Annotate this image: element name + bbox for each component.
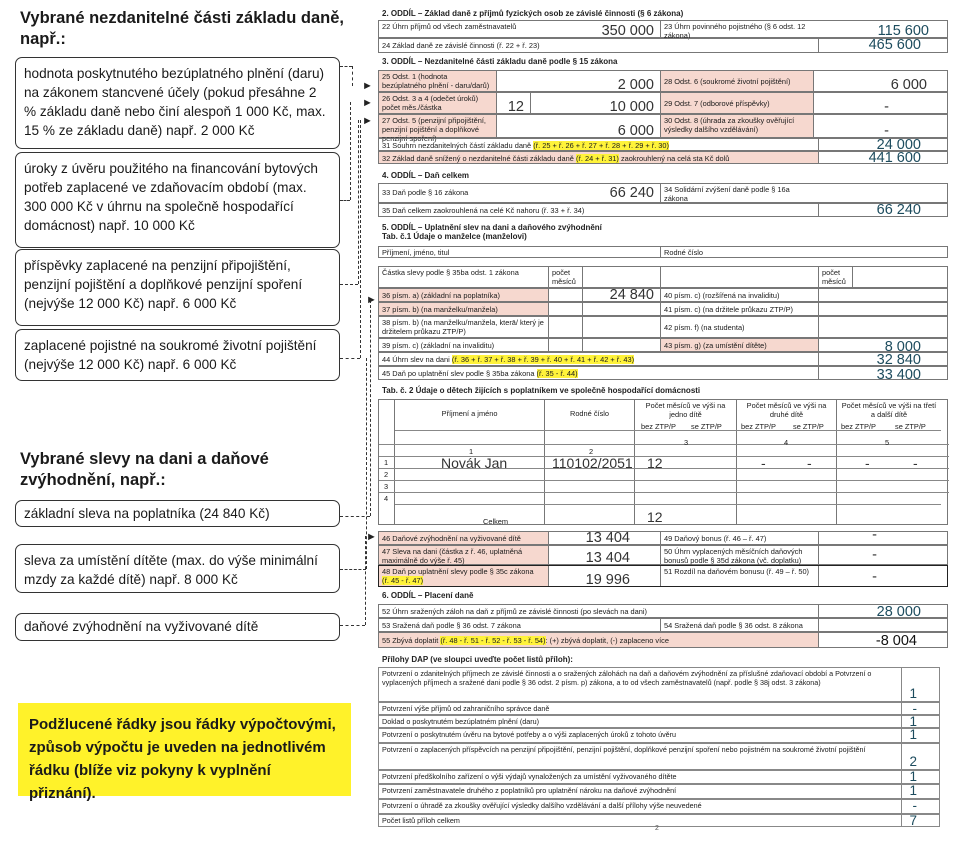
label-47: 47 Sleva na dani (částka z ř. 46, uplatněná maximálně do výše ř. 45)	[379, 546, 549, 564]
row-32	[378, 151, 948, 164]
value-50[interactable]: -	[872, 547, 877, 563]
col-months-2: počet měsíců	[819, 267, 853, 287]
spouse-name-field[interactable]: Příjmení, jméno, titul	[379, 247, 661, 257]
formula-44: (ř. 36 + ř. 37 + ř. 38 + ř. 39 + ř. 40 + ř. 41 + ř. 42 + ř. 43)	[451, 355, 635, 364]
row-26-29	[378, 92, 948, 114]
row-45	[378, 366, 948, 383]
attachment-label: Potvrzení o poskytnutém úvěru na bytové potřeby a o výši zaplacených úroků z tohoto úvěru	[382, 730, 677, 739]
attachment-count-cell	[901, 744, 902, 769]
attachment-count-cell	[901, 703, 902, 714]
col-number: 1	[469, 447, 474, 456]
attachment-row	[378, 799, 940, 814]
label-42: 42 písm. f) (na studenta)	[661, 317, 819, 337]
value-44[interactable]: 32 840	[876, 352, 921, 368]
connector	[350, 102, 351, 200]
label-22: 22 Úhrn příjmů od všech zaměstnavatelů	[382, 22, 517, 31]
row-31	[378, 138, 948, 151]
value-27[interactable]: 6 000	[617, 123, 654, 139]
row-27-30	[378, 114, 948, 143]
attachment-count-cell	[901, 815, 902, 826]
note-gift: hodnota poskytnutého bezúplatného plnění (daru) na zákonem stancvené účely (pokud přesáhne 2 % základu daně nebo činí alespoň 1 000 Kč, max. 15 % ze základu daně) např. 2 000 Kč	[15, 57, 340, 149]
credits-header	[378, 266, 948, 288]
table-1-title: Tab. č.1 Údaje o manželce (manželovi)	[382, 232, 527, 241]
value-35[interactable]: 66 240	[876, 202, 921, 218]
attachment-count[interactable]: 1	[909, 686, 917, 701]
value-45[interactable]: 33 400	[876, 367, 921, 383]
section-2-title: 2. ODDÍL – Základ daně z příjmů fyzických osob ze závislé činnosti (§ 6 zákona)	[382, 9, 684, 18]
value-31[interactable]: 24 000	[876, 137, 921, 153]
col-months: počet měsíců	[549, 267, 583, 287]
connector	[370, 300, 371, 516]
label-41: 41 písm. c) (na držitele průkazu ZTP/P)	[661, 303, 819, 315]
section-6-title: 6. ODDÍL – Placení daně	[382, 591, 474, 600]
attachment-count[interactable]: -	[912, 701, 917, 716]
label-25: 25 Odst. 1 (hodnota bezúplatného plnění - daru/darů)	[379, 71, 497, 91]
value-26[interactable]: 10 000	[609, 99, 654, 115]
label-38: 38 písm. b) (na manželku/manžela, kterā/ který je držitelem průkazu ZTP/P)	[379, 317, 549, 337]
attachment-row	[378, 728, 940, 743]
label-40: 40 písm. c) (rozšířená na invaliditu)	[661, 289, 819, 301]
label-51: 51 Rozdíl na daňovém bonusu (ř. 49 – ř. 50)	[661, 566, 819, 586]
dash: -	[865, 455, 870, 471]
value-33[interactable]: 66 240	[609, 185, 654, 201]
col-child-name: Příjmení a jméno	[395, 400, 545, 524]
value-51[interactable]: -	[872, 569, 877, 585]
attachment-label: Počet listů příloh celkem	[382, 816, 460, 825]
value-47[interactable]: 13 404	[585, 550, 630, 566]
label-45: 45 Daň po uplatnění slev podle § 35ba zákona	[382, 369, 535, 378]
attachment-label: Potvrzení o zdanitelných příjmech ze závislé činnosti a o sražených zálohách na daň a daňovém zvýhodnění za příslušné zdaňovací období a Potvrzení o vyplacených příjmech a sražené dani podle § 36 odst. 2 písm. p) zákona, a to od všech zaměstnavatelů (např. podle § 38j odst. 3 zákona)	[382, 669, 872, 687]
attachment-row	[378, 667, 940, 702]
label-37: 37 písm. b) (na manželku/manžela)	[379, 303, 549, 315]
value-22[interactable]: 350 000	[601, 23, 654, 39]
formula-32: (ř. 24 + ř. 31)	[575, 154, 619, 163]
section-6	[378, 590, 948, 601]
note-mortgage-interest: úroky z úvěru použitého na financování bytových potřeb zaplacené ve zdaňovacím období (max. 300 000 Kč v úhrnu na společně hospodařící domácnost) např. 10 000 Kč	[15, 152, 340, 248]
connector	[358, 120, 359, 284]
row-53-54	[378, 618, 948, 632]
attachment-label: Doklad o poskytnutém bezúplatném plnění (daru)	[382, 717, 540, 726]
total-months-value[interactable]: 12	[647, 509, 663, 525]
label-bez: bez ZTP/P	[741, 422, 776, 431]
label-52: 52 Úhrn sražených záloh na daň z příjmů ze závislé činnosti (po slevách na dani)	[379, 605, 819, 617]
child-name-value[interactable]: Novák Jan	[441, 455, 508, 471]
attachment-label: Potvrzení zaměstnavatele druhého z poplatníků pro uplatnění nároku na daňové zvýhodnění	[382, 786, 677, 795]
spouse-row	[378, 246, 948, 258]
children-table	[378, 399, 948, 525]
value-24[interactable]: 465 600	[868, 37, 921, 53]
label-46: 46 Daňové zvýhodnění na vyživované dítě	[379, 532, 549, 544]
row-46-49	[378, 527, 948, 546]
connector	[365, 536, 366, 625]
value-52[interactable]: 28 000	[876, 604, 921, 620]
label-29: 29 Odst. 7 (odborové příspěvky)	[661, 93, 814, 113]
child-birthnumber-value[interactable]: 110102/2051	[552, 455, 633, 471]
attachment-count[interactable]: 1	[909, 727, 917, 742]
value-28[interactable]: 6 000	[890, 77, 927, 93]
row-38-42	[378, 316, 948, 338]
value-29[interactable]: -	[884, 99, 889, 115]
attachment-row	[378, 814, 940, 827]
row-number: 2	[384, 470, 389, 479]
row-47-50	[378, 545, 948, 565]
label-35: 35 Daň celkem zaokrouhlená na celé Kč nahoru (ř. 33 + ř. 34)	[379, 204, 819, 216]
attachment-count[interactable]: 1	[909, 783, 917, 798]
label-55: 55 Zbývá doplatit	[382, 636, 439, 645]
note-basic-credit: základní sleva na poplatníka (24 840 Kč)	[15, 500, 340, 527]
attachment-count-cell	[901, 729, 902, 742]
total-label: Celkem	[483, 517, 509, 526]
row-37-41	[378, 302, 948, 316]
label-se: se ZTP/P	[793, 422, 824, 431]
col-number: 2	[589, 447, 594, 456]
attachments	[378, 654, 948, 665]
row-36-40	[378, 288, 948, 302]
label-27: 27 Odst. 5 (penzijní připojištění, penzijní pojištění a doplňkové penzijní spoření)	[379, 115, 497, 137]
attachment-count-cell	[901, 716, 902, 727]
value-48[interactable]: 19 996	[585, 572, 630, 588]
dash: -	[913, 455, 918, 471]
connector	[340, 284, 358, 285]
label-50: 50 Úhrn vyplacených měsíčních daňových bonusů podle § 35d zákona (vč. doplatku)	[661, 546, 819, 564]
dash: -	[761, 455, 766, 471]
label-26: 26 Odst. 3 a 4 (odečet úroků) počet měs./částka	[379, 93, 497, 113]
section-4-title: 4. ODDÍL – Daň celkem	[382, 171, 469, 180]
label-36: 36 písm. a) (základní na poplatníka)	[379, 289, 549, 301]
label-32-rounding: zaokrouhlený na celá sta Kč dolů	[620, 154, 730, 163]
label-39: 39 písm. c) (základní na invaliditu)	[379, 339, 549, 351]
attachments-title: Přílohy DAP (ve sloupci uveďte počet listů příloh):	[382, 655, 573, 664]
row-24	[378, 38, 948, 53]
table-2-title: Tab. č. 2 Údaje o dětech žijících s poplatníkem ve společně hospodařící domácnosti	[382, 386, 701, 395]
attachment-count[interactable]: -	[912, 798, 917, 813]
dash: -	[807, 455, 812, 471]
value-32[interactable]: 441 600	[868, 150, 921, 166]
label-53: 53 Sražená daň podle § 36 odst. 7 zákona	[379, 619, 661, 631]
label-23: 23 Úhrn povinného pojistného (§ 6 odst. 12 zákona)	[664, 22, 806, 40]
col-number: 4	[784, 438, 789, 447]
attachment-count-cell	[901, 668, 902, 701]
attachment-count[interactable]: 7	[909, 813, 917, 828]
row-44	[378, 352, 948, 366]
months-26[interactable]: 12	[507, 99, 524, 115]
attachment-row	[378, 715, 940, 728]
connector	[352, 66, 353, 86]
arrow-right-icon: ►	[362, 115, 373, 127]
attachment-label: Potvrzení o zaplacených příspěvcích na penzijní připojištění, penzijní pojištění, doplňkové penzijní spoření nebo pojistném na soukromé životní pojištění	[382, 745, 866, 754]
connector	[340, 358, 360, 359]
attachment-count[interactable]: 1	[909, 769, 917, 784]
value-55[interactable]: -8 004	[875, 633, 917, 649]
col-months-second: Počet měsíců ve výši na druhé dítě	[737, 400, 837, 524]
col-credit-amount: Částka slevy podle § 35ba odst. 1 zákona	[379, 267, 549, 287]
section-3-title: 3. ODDÍL – Nezdanitelné části základu daně podle § 15 zákona	[382, 57, 618, 66]
note-life-insurance: zaplacené pojistné na soukromé životní pojištění (nejvýše 12 000 Kč) např. 6 000 Kč	[15, 329, 340, 381]
value-23[interactable]: 115 600	[877, 23, 929, 39]
col-child-birthnumber: Rodné číslo	[545, 400, 635, 524]
page-number: 2	[655, 825, 659, 832]
formula-55: (ř. 48 - ř. 51 - ř. 52 - ř. 53 - ř. 54)	[440, 636, 546, 645]
section-5	[378, 222, 948, 242]
section-3	[378, 56, 948, 67]
col-months-third: Počet měsíců ve výši na třetí a další dítě	[841, 401, 937, 419]
col-number: 3	[684, 438, 689, 447]
row-35	[378, 203, 948, 217]
label-33: 33 Daň podle § 16 zákona	[382, 188, 469, 197]
connector	[340, 569, 366, 570]
col-months-first: Počet měsíců ve výši na jedno dítě	[635, 400, 737, 524]
label-24: 24 Základ daně ze závislé činnosti (ř. 22 + ř. 23)	[379, 39, 819, 52]
note-child-placement: sleva za umístění dítěte (max. do výše minimální mzdy za každé dítě) např. 8 000 Kč	[15, 544, 340, 593]
heading-tax-credits: Vybrané slevy na dani a daňové zvýhodnění, např.:	[20, 450, 269, 489]
label-bez: bez ZTP/P	[641, 422, 676, 431]
attachment-label: Potvrzení o úhradě za zkoušky ověřující výsledky dalšího vzdělávání a další přílohy výše neuvedené	[382, 801, 702, 810]
attachment-count-cell	[901, 800, 902, 813]
label-30: 30 Odst. 8 (úhrada za zkoušky ověřující výsledky dalšího vzdělávání)	[661, 115, 814, 137]
row-48-51	[378, 565, 948, 587]
attachment-row	[378, 770, 940, 784]
label-32: 32 Základ daně snížený o nezdanitelné části základu daně	[382, 154, 574, 163]
label-44: 44 Úhrn slev na dani	[382, 355, 450, 364]
col-number: 5	[885, 438, 890, 447]
row-number: 1	[384, 458, 389, 467]
explanation-column	[0, 0, 377, 849]
row-52	[378, 604, 948, 618]
child-months-value[interactable]: 12	[647, 455, 663, 471]
value-46[interactable]: 13 404	[585, 530, 630, 546]
table-2	[378, 385, 948, 396]
row-39-43	[378, 338, 948, 355]
connector	[340, 66, 352, 67]
attachment-count[interactable]: 1	[909, 714, 917, 729]
formula-31: (ř. 25 + ř. 26 + ř. 27 + ř. 28 + ř. 29 + ř. 30)	[533, 141, 669, 150]
section-4	[378, 170, 948, 181]
attachment-count-cell	[901, 785, 902, 798]
value-30[interactable]: -	[884, 123, 889, 139]
attachment-row	[378, 702, 940, 715]
label-bez: bez ZTP/P	[841, 422, 876, 431]
note-pension: příspěvky zaplacené na penzijní připojištění, penzijní pojištění a doplňkové penzijní spoření (nejvýše 12 000 Kč) např. 6 000 Kč	[15, 249, 340, 326]
row-number: 3	[384, 482, 389, 491]
label-43: 43 písm. g) (za umístění dítěte)	[661, 339, 819, 351]
label-54: 54 Sražená daň podle § 36 odst. 8 zákona	[661, 619, 819, 631]
row-number: 4	[384, 494, 389, 503]
attachment-row	[378, 743, 940, 770]
value-43[interactable]: 8 000	[884, 339, 921, 355]
attachment-row	[378, 784, 940, 799]
row-25-28	[378, 70, 948, 92]
section-2	[378, 8, 948, 19]
attachment-count-cell	[901, 771, 902, 783]
label-se: se ZTP/P	[895, 422, 926, 431]
arrow-right-icon: ►	[362, 80, 373, 92]
connector	[340, 200, 350, 201]
arrow-right-icon: ►	[366, 294, 377, 306]
section-5-title: 5. ODDÍL – Uplatnění slev na dani a daňového zvýhodnění	[382, 223, 602, 232]
connector	[360, 120, 361, 358]
attachment-label: Potvrzení výše příjmů od zahraničního správce daně	[382, 704, 550, 713]
arrow-right-icon: ►	[362, 97, 373, 109]
label-31: 31 Souhrn nezdanitelných částí základu daně	[382, 141, 532, 150]
heading-deductions: Vybrané nezdanitelné části základu daně, např.:	[20, 9, 344, 48]
label-55-note: : (+) zbývá doplatit, (-) zaplaceno více	[545, 636, 669, 645]
value-25[interactable]: 2 000	[617, 77, 654, 93]
arrow-right-icon: ►	[366, 531, 377, 543]
attachment-count[interactable]: 2	[909, 754, 917, 769]
label-49: 49 Daňový bonus (ř. 46 – ř. 47)	[661, 532, 819, 544]
formula-48: (ř. 45 - ř. 47)	[382, 576, 424, 585]
connector	[340, 625, 365, 626]
value-36[interactable]: 24 840	[609, 287, 654, 303]
formula-45: (ř. 35 - ř. 44)	[536, 369, 578, 378]
label-34: 34 Solidární zvýšení daně podle § 16a zákona	[664, 185, 790, 203]
note-child-benefit: daňové zvýhodnění na vyživované dítě	[15, 613, 340, 641]
label-48: 48 Daň po uplatnění slevy podle § 35c zákona	[382, 567, 534, 576]
attachment-label: Potvrzení předškolního zařízení o výši výdajů vynaložených za umístění vyživovaného dítěte	[382, 772, 677, 781]
spouse-birthnumber-field[interactable]: Rodné číslo	[664, 248, 704, 257]
label-se: se ZTP/P	[691, 422, 722, 431]
row-55	[378, 632, 948, 648]
yellow-notice: Podžlucené řádky jsou řádky výpočtovými, způsob výpočtu je uveden na jednotlivém řádku (blíže viz pokyny k vyplnění přiznání).	[18, 703, 351, 796]
label-28: 28 Odst. 6 (soukromé životní pojištění)	[661, 71, 814, 91]
value-49[interactable]: -	[872, 527, 877, 543]
row-33-34	[378, 183, 948, 203]
row-22-23	[378, 20, 948, 38]
